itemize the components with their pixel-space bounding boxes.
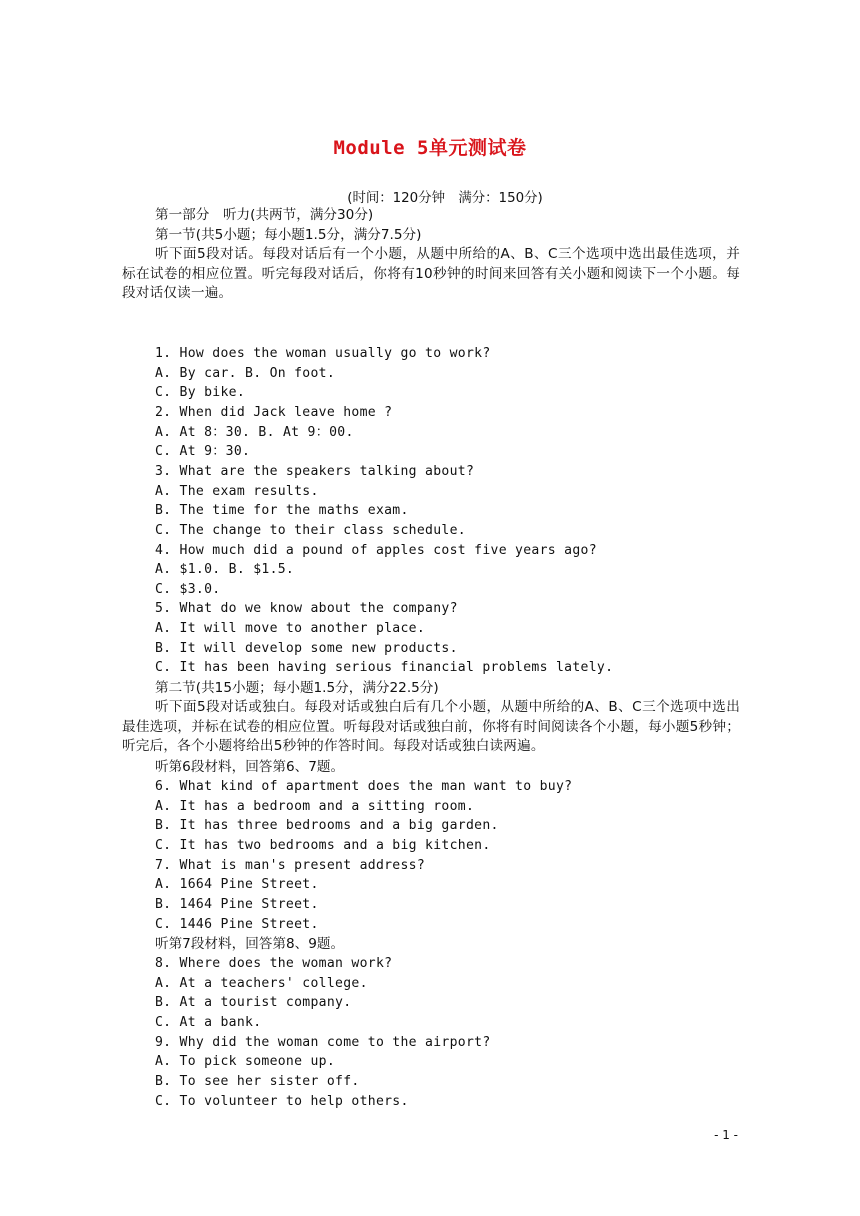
page-title: Module 5单元测试卷: [333, 137, 527, 159]
part-heading: 第一部分 听力(共两节，满分30分): [155, 207, 374, 223]
question-line: 5. What do we know about the company?: [155, 601, 458, 617]
question-line: A. The exam results.: [155, 483, 319, 499]
section-heading: 第一节(共5小题；每小题1.5分，满分7.5分): [155, 227, 422, 243]
question-line: A. 1664 Pine Street.: [155, 877, 319, 893]
page-number: - 1 -: [714, 1128, 738, 1142]
question-line: A. It will move to another place.: [155, 621, 426, 637]
question-line: 4. How much did a pound of apples cost five years ago?: [155, 542, 597, 558]
question-line: C. At 9：30.: [155, 444, 251, 460]
question-line: 7. What is man's present address?: [155, 857, 426, 873]
question-line: 1. How does the woman usually go to work?: [155, 346, 491, 361]
question-line: A. At 8：30. B. At 9：00.: [155, 424, 354, 440]
question-line: A. $1.0. B. $1.5.: [155, 562, 295, 578]
question-line: C. To volunteer to help others.: [155, 1093, 409, 1109]
question-line: 3. What are the speakers talking about?: [155, 463, 475, 479]
instruction-paragraph: 听下面5段对话或独白。每段对话或独白后有几个小题，从题中所给的A、B、C三个选项中选出最佳选项，并标在试卷的相应位置。听每段对话或独白前，你将有时间阅读各个小题，每小题5秒钟；听完后，各个小题将给出5秒钟的作答时间。每段对话或独白读两遍。: [122, 699, 740, 755]
group-heading: 听第7段材料，回答第8、9题。: [155, 936, 345, 952]
question-line: A. It has a bedroom and a sitting room.: [155, 798, 475, 814]
question-line: A. To pick someone up.: [155, 1054, 336, 1070]
question-line: C. It has two bedrooms and a big kitchen.: [155, 837, 491, 853]
question-line: C. 1446 Pine Street.: [155, 916, 319, 932]
exam-meta: (时间：120分钟 满分：150分): [347, 191, 543, 206]
question-line: 6. What kind of apartment does the man want to buy?: [155, 779, 573, 794]
question-line: C. The change to their class schedule.: [155, 522, 466, 538]
question-line: C. By bike.: [155, 385, 246, 401]
section-heading: 第二节(共15小题；每小题1.5分，满分22.5分): [155, 680, 439, 696]
question-line: B. It has three bedrooms and a big garden.: [155, 818, 499, 834]
question-line: C. It has been having serious financial problems lately.: [155, 660, 614, 676]
question-line: B. To see her sister off.: [155, 1073, 360, 1089]
question-line: B. At a tourist company.: [155, 995, 352, 1011]
question-line: C. $3.0.: [155, 581, 221, 597]
question-line: A. At a teachers' college.: [155, 975, 368, 991]
question-line: 8. Where does the woman work?: [155, 956, 393, 971]
instruction-paragraph: 听下面5段对话。每段对话后有一个小题，从题中所给的A、B、C三个选项中选出最佳选项，并标在试卷的相应位置。听完每段对话后，你将有10秒钟的时间来回答有关小题和阅读下一个小题。每段对话仅读一遍。: [122, 246, 740, 302]
question-line: C. At a bank.: [155, 1014, 262, 1030]
group-heading: 听第6段材料，回答第6、7题。: [155, 759, 345, 775]
question-line: 2. When did Jack leave home ?: [155, 404, 393, 420]
question-line: A. By car. B. On foot.: [155, 365, 336, 381]
question-line: 9. Why did the woman come to the airport?: [155, 1034, 491, 1050]
question-line: B. 1464 Pine Street.: [155, 896, 319, 912]
question-line: B. The time for the maths exam.: [155, 503, 409, 519]
question-line: B. It will develop some new products.: [155, 640, 458, 656]
